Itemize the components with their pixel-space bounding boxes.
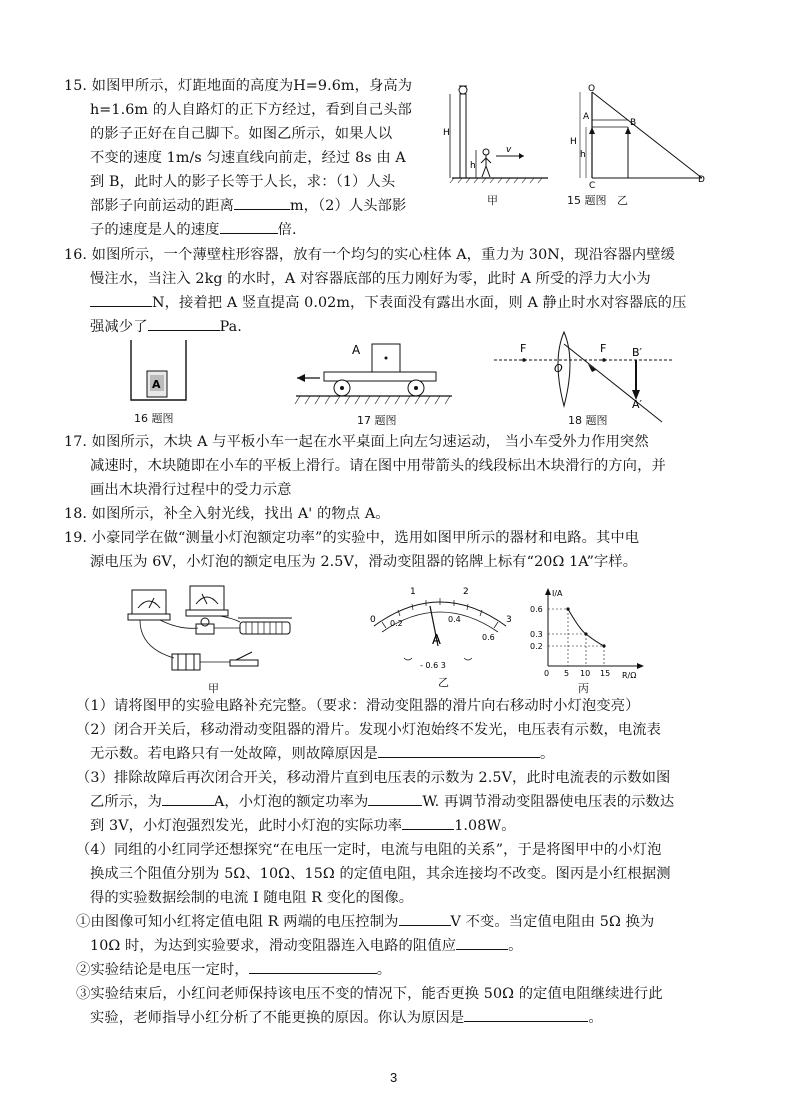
block-A-label: A <box>152 378 161 391</box>
label-B-prime: B′ <box>632 346 643 359</box>
q18-line-1: 18. 如图所示，补全入射光线，找出 A' 的物点 A。 <box>64 506 390 522</box>
q19-text: 。 <box>376 962 392 978</box>
q15-text: 倍. <box>277 222 297 238</box>
q19-part-4-line-1: （4）同组的小红同学还想探究“在电压一定时，电流与电阻的关系”，于是将图甲中的小灯泡 <box>76 842 662 858</box>
graph-y-tick-0.6: 0.6 <box>530 605 543 614</box>
q15-line-4: 不变的速度 1m/s 匀速直线向前走，经过 8s 由 A <box>90 150 406 166</box>
q19-text: 10Ω 时，为达到实验要求，滑动变阻器连入电路的阻值应 <box>90 938 457 954</box>
label-F-left: F <box>520 342 527 355</box>
q15-figure-yi <box>562 82 712 190</box>
q19-part-3-line-2 <box>90 790 674 815</box>
q15-text: 子的速度是人的速度 <box>90 222 220 238</box>
lamp-icon <box>459 86 467 94</box>
q15-figure-jia <box>440 80 560 190</box>
q19-text: 乙所示，为 <box>90 794 162 810</box>
q19-line-2: 源电压为 6V，小灯泡的额定电压为 2.5V，滑动变阻器的铭牌上标有“20Ω 1A”字样。 <box>90 554 638 570</box>
label-O: O <box>554 362 563 375</box>
q19-text: ②实验结论是电压一定时， <box>76 962 249 978</box>
q19-blank-fault[interactable] <box>378 743 540 758</box>
label-O: O <box>588 84 596 94</box>
q18-fig-caption: 18 题图 <box>568 414 608 427</box>
q19-blank-compare[interactable] <box>402 815 454 830</box>
dial-tick-2: 2 <box>463 587 469 597</box>
graph-x-tick-0: 0 <box>544 669 550 678</box>
q15-text: 部影子向前运动的距离 <box>90 198 234 214</box>
q19-text: 1.08W。 <box>454 818 516 834</box>
q16-blank-1[interactable] <box>90 292 152 307</box>
graph-x-tick-15: 15 <box>600 669 611 678</box>
q16-text: Pa. <box>219 319 242 335</box>
dial-unit: A <box>432 633 441 648</box>
q19-part-4-line-3: 得的实验数据绘制的电流 I 随电阻 R 变化的图像。 <box>90 890 414 906</box>
q19-text: W. 再调节滑动变阻器使电压表的示数达 <box>422 794 675 810</box>
q19-figure-jia <box>120 578 300 678</box>
q16-blank-2[interactable] <box>148 316 220 331</box>
label-H: H <box>443 128 450 138</box>
q15-blank-1[interactable] <box>234 195 290 210</box>
q19-text: 。 <box>588 1010 603 1026</box>
q19-blank-voltage[interactable] <box>399 911 451 926</box>
label-A-prime: A′ <box>632 398 643 411</box>
q17-line-2: 减速时，木块随即在小车的平板上滑行。请在图中用带箭头的线段标出木块滑行的方向，并 <box>90 458 666 474</box>
q19-part-3-line-3 <box>90 814 516 839</box>
q19-part-3-line-1: （3）排除故障后再次闭合开关，移动滑片直到电压表的示数为 2.5V，此时电流表的示数如图 <box>76 770 671 786</box>
q15-text: m，（2）人头部影 <box>289 198 407 214</box>
q15-line-7 <box>90 218 297 243</box>
graph-x-tick-10: 10 <box>580 669 591 678</box>
graph-x-tick-5: 5 <box>564 669 570 678</box>
dial-terminals: - 0.6 3 <box>420 661 446 670</box>
dial-tick-1: 1 <box>410 587 416 597</box>
q17-line-3: 画出木块滑行过程中的受力示意 <box>90 482 292 498</box>
q19-sub-2 <box>76 958 391 983</box>
q19-text: 。 <box>539 746 555 762</box>
q15-blank-2[interactable] <box>220 219 278 234</box>
q15-fig-caption: 15 题图 <box>567 194 607 207</box>
q19-line-1: 19. 小豪同学在做“测量小灯泡额定功率”的实验中，选用如图甲所示的器材和电路。其中电 <box>64 530 640 546</box>
q19-blank-reason[interactable] <box>464 1007 588 1022</box>
q17-figure <box>292 338 454 410</box>
label-D: D <box>698 175 705 185</box>
q19-fig-jia-label: 甲 <box>208 682 219 695</box>
q16-fig-caption: 16 题图 <box>134 412 174 425</box>
q19-blank-power[interactable] <box>368 791 422 806</box>
q19-sub-3-line-1: ③实验结束后，小红问老师保持该电压不变的情况下，能否更换 50Ω 的定值电阻继续进行此 <box>76 986 663 1002</box>
graph-y-tick-0.2: 0.2 <box>530 642 543 651</box>
q19-text: ①由图像可知小红将定值电阻 R 两端的电压控制为 <box>76 914 399 930</box>
dial-tick-0: 0 <box>370 615 376 625</box>
dial-tick-0.2: 0.2 <box>390 619 403 628</box>
q19-part-1: （1）请将图甲的实验电路补充完整。（要求：滑动变阻器的滑片向右移动时小灯泡变亮） <box>76 698 640 714</box>
graph-curve <box>568 609 604 646</box>
q19-part-4-line-2: 换成三个阻值分别为 5Ω、10Ω、15Ω 的定值电阻，其余连接均不改变。图丙是小红根据测 <box>90 866 671 882</box>
q19-fig-yi-label: 乙 <box>438 676 449 689</box>
dial-tick-0.6: 0.6 <box>482 633 495 642</box>
label-h2: h <box>580 150 586 160</box>
q19-text: 。 <box>508 938 523 954</box>
q19-fig-bing-label: 丙 <box>578 682 589 695</box>
left-arrow-icon <box>297 374 305 382</box>
block-A-label: A <box>352 343 361 357</box>
q15-fig-jia-label: 甲 <box>487 194 498 207</box>
graph-y-tick-0.3: 0.3 <box>530 630 543 639</box>
q19-blank-conclusion[interactable] <box>249 959 377 974</box>
q19-figure-yi <box>360 582 520 672</box>
q19-text: 到 3V，小灯泡强烈发光，此时小灯泡的实际功率 <box>90 818 403 834</box>
q19-text: 实验，老师指导小红分析了不能更换的原因。你认为原因是 <box>90 1010 465 1026</box>
label-F-right: F <box>600 342 607 355</box>
q16-figure <box>128 338 190 404</box>
q15-line-1: 15. 如图甲所示，灯距地面的高度为H=9.6m，身高为 <box>64 78 413 94</box>
q19-sub-3-line-2 <box>90 1006 603 1031</box>
q19-text: 无示数。若电路只有一处故障，则故障原因是 <box>90 746 378 762</box>
label-H2: H <box>570 137 577 147</box>
q19-part-2-line-2 <box>90 742 554 767</box>
q15-line-2: h=1.6m 的人自路灯的正下方经过，看到自己头部 <box>90 102 412 118</box>
q17-line-1: 17. 如图所示，木块 A 与平板小车一起在水平桌面上向左匀速运动， 当小车受外力作用突然 <box>64 434 649 450</box>
dial-tick-3: 3 <box>506 615 512 625</box>
q19-sub-1-line-1 <box>76 910 654 935</box>
q19-part-2-line-1: （2）闭合开关后，移动滑动变阻器的滑片。发现小灯泡始终不发光，电压表有示数，电流表 <box>76 722 662 738</box>
dial-tick-0.4: 0.4 <box>448 615 461 624</box>
q15-line-3: 的影子正好在自己脚下。如图乙所示，如果人以 <box>90 126 393 142</box>
label-C: C <box>589 181 596 191</box>
q15-line-5: 到 B，此时人的影子长等于人长，求：（1）人头 <box>90 174 396 190</box>
q19-blank-current[interactable] <box>162 791 214 806</box>
q16-line-1: 16. 如图所示，一个薄壁柱形容器，放有一个均匀的实心柱体 A，重力为 30N，现沿容器内壁缓 <box>64 247 676 263</box>
q16-line-3 <box>90 291 686 316</box>
q19-figure-bing <box>528 586 648 680</box>
q17-fig-caption: 17 题图 <box>357 414 397 427</box>
q16-line-2: 慢注水，当注入 2kg 的水时，A 对容器底部的压力刚好为零，此时 A 所受的浮力大小为 <box>90 271 651 287</box>
q19-text: A，小灯泡的额定功率为 <box>213 794 369 810</box>
graph-y-label: I/A <box>552 589 563 598</box>
label-v: v <box>506 145 512 155</box>
graph-x-label: R/Ω <box>622 671 637 680</box>
label-A: A <box>583 112 590 122</box>
q18-figure <box>492 330 674 410</box>
q19-sub-1-line-2 <box>90 934 523 959</box>
label-B: B <box>630 118 637 128</box>
q16-line-4 <box>90 315 242 340</box>
q15-fig-yi-label: 乙 <box>617 194 628 207</box>
q16-text: 强减少了 <box>90 319 148 335</box>
q19-blank-resistance[interactable] <box>456 935 508 950</box>
page-number: 3 <box>390 1070 398 1085</box>
q15-line-6 <box>90 194 406 219</box>
q16-text: N，接着把 A 竖直提高 0.02m，下表面没有露出水面，则 A 静止时水对容器底的压 <box>152 295 687 311</box>
label-h: h <box>470 161 476 171</box>
q19-text: V 不变。当定值电阻由 5Ω 换为 <box>450 914 655 930</box>
